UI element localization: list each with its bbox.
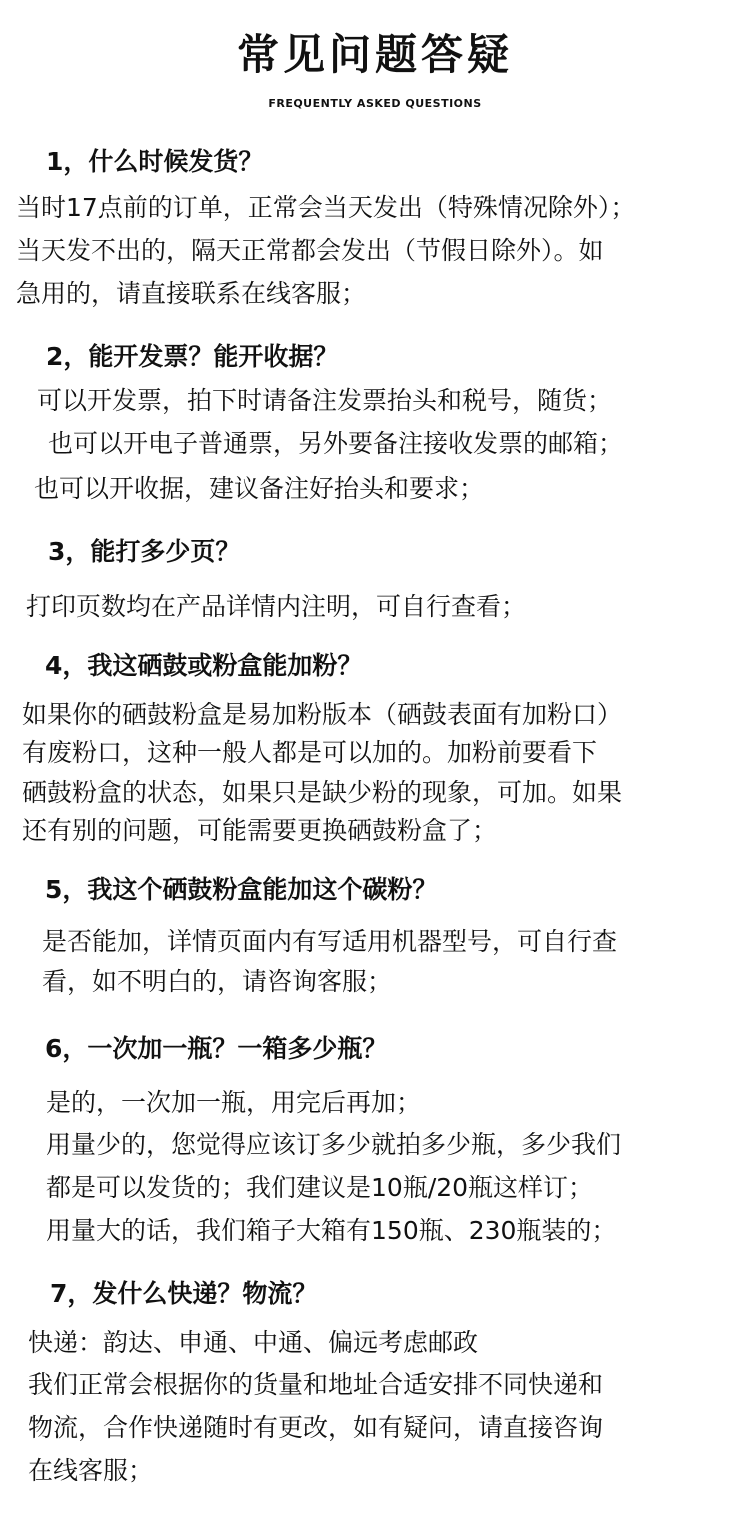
faq-answer-5-line-1: 是否能加，详情页面内有写适用机器型号，可自行查 [42, 927, 618, 956]
faq-answer-4-line-3: 硒鼓粉盒的状态，如果只是缺少粉的现象，可加。如果 [22, 778, 623, 807]
faq-answer-6-line-4: 用量大的话，我们箱子大箱有150瓶、230瓶装的； [46, 1216, 617, 1245]
faq-answer-2-line-1: 可以开发票，拍下时请备注发票抬头和税号，随货； [37, 386, 613, 415]
faq-answer-6-line-3: 都是可以发货的；我们建议是10瓶/20瓶这样订； [46, 1173, 594, 1202]
faq-answer-5-line-2: 看，如不明白的，请咨询客服； [42, 967, 393, 996]
faq-question-7: 7，发什么快递？物流？ [50, 1279, 318, 1308]
faq-question-4: 4，我这硒鼓或粉盒能加粉？ [45, 651, 363, 680]
faq-answer-1-line-3: 急用的，请直接联系在线客服； [16, 279, 367, 308]
faq-answer-6-line-1: 是的，一次加一瓶，用完后再加； [46, 1088, 422, 1117]
page-title: 常见问题答疑 [236, 30, 513, 79]
faq-answer-2-line-2: 也可以开电子普通票，另外要备注接收发票的邮箱； [48, 429, 624, 458]
faq-answer-4-line-1: 如果你的硒鼓粉盒是易加粉版本（硒鼓表面有加粉口） [22, 700, 623, 729]
faq-question-5: 5，我这个硒鼓粉盒能加这个碳粉？ [45, 875, 438, 904]
faq-answer-7-line-1: 快递：韵达、申通、中通、偏远考虑邮政 [28, 1328, 479, 1357]
faq-answer-1-line-1: 当时17点前的订单，正常会当天发出（特殊情况除外）； [16, 193, 636, 222]
faq-answer-7-line-4: 在线客服； [28, 1456, 154, 1485]
faq-question-2: 2，能开发票？能开收据？ [46, 342, 339, 371]
faq-answer-7-line-2: 我们正常会根据你的货量和地址合适安排不同快递和 [28, 1370, 604, 1399]
faq-answer-4-line-4: 还有别的问题，可能需要更换硒鼓粉盒了； [22, 816, 498, 845]
faq-answer-4-line-2: 有废粉口，这种一般人都是可以加的。加粉前要看下 [22, 738, 598, 767]
faq-answer-2-line-3: 也可以开收据，建议备注好抬头和要求； [34, 474, 485, 503]
faq-answer-3-line-1: 打印页数均在产品详情内注明，可自行查看； [26, 592, 527, 621]
faq-question-1: 1，什么时候发货？ [46, 147, 264, 176]
faq-question-3: 3，能打多少页？ [48, 537, 241, 566]
page-subtitle: FREQUENTLY ASKED QUESTIONS [268, 97, 482, 110]
faq-answer-7-line-3: 物流，合作快递随时有更改，如有疑问，请直接咨询 [28, 1413, 604, 1442]
faq-answer-6-line-2: 用量少的，您觉得应该订多少就拍多少瓶，多少我们 [46, 1130, 622, 1159]
faq-answer-1-line-2: 当天发不出的，隔天正常都会发出（节假日除外）。如 [16, 236, 604, 265]
faq-question-6: 6，一次加一瓶？一箱多少瓶？ [45, 1034, 388, 1063]
